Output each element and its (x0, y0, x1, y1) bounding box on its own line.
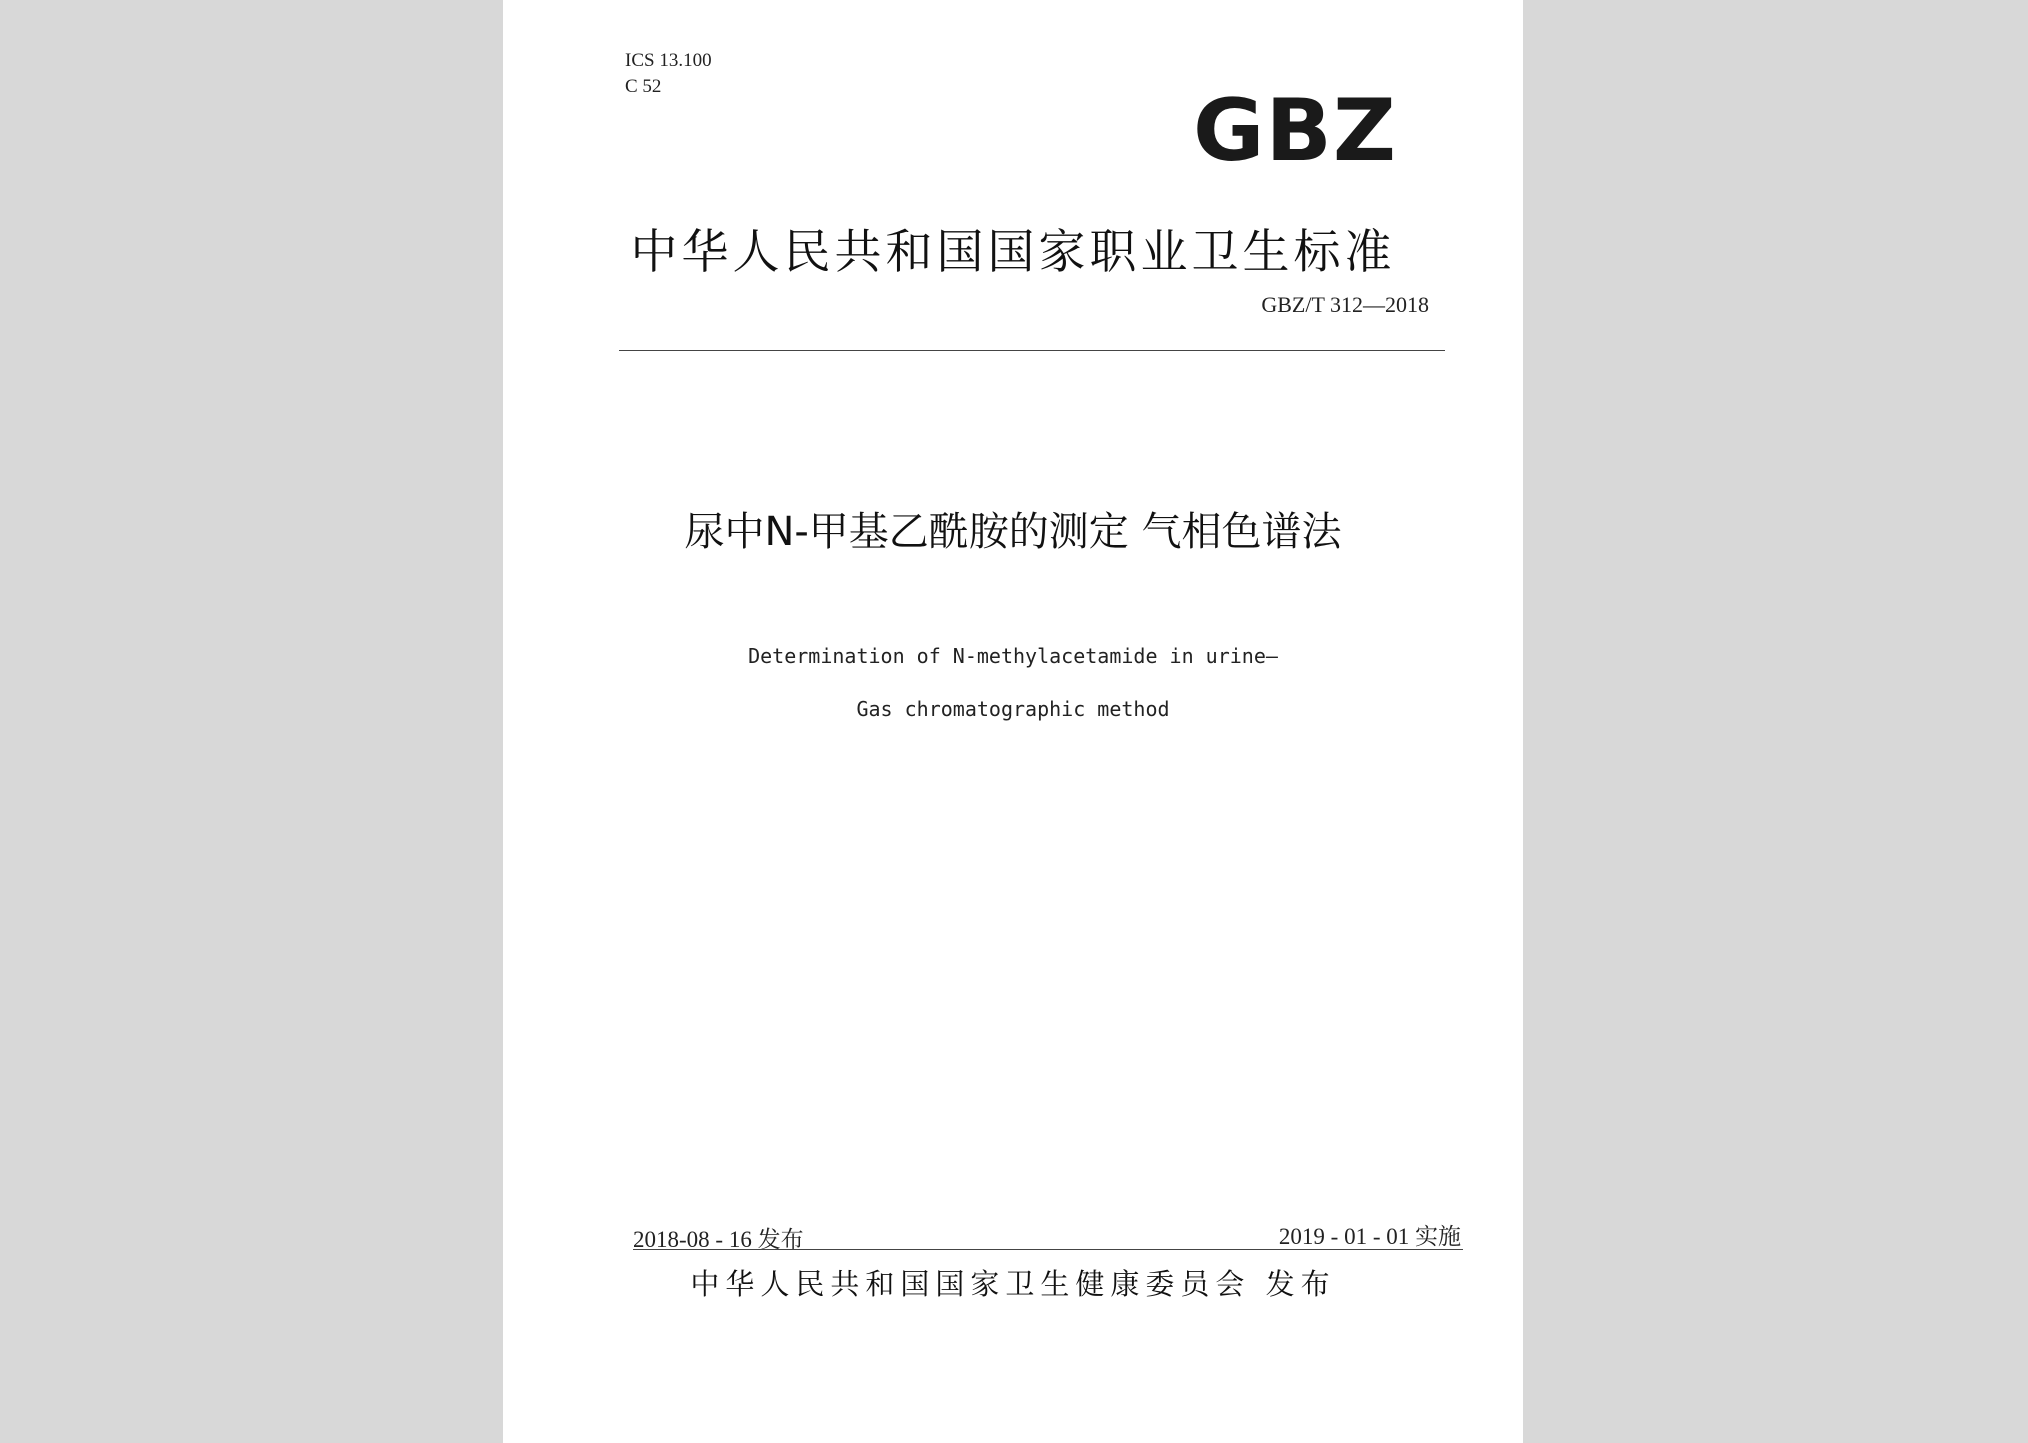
footer-divider (633, 1249, 1463, 1250)
document-page (503, 0, 1523, 1443)
standard-number: GBZ/T 312—2018 (1261, 292, 1429, 317)
ics-code: ICS 13.100 (625, 50, 712, 71)
title-chinese: 尿中N-甲基乙酰胺的测定 气相色谱法 (684, 509, 1342, 555)
issuer: 中华人民共和国国家卫生健康委员会 发布 (690, 1267, 1336, 1301)
gbz-logo-text: GBZ (1193, 92, 1397, 172)
title-english-line-2: Gas chromatographic method (856, 697, 1170, 721)
implementation-date: 2019 - 01 - 01 实施 (1278, 1224, 1461, 1249)
standard-title: 中华人民共和国国家职业卫生标准 (630, 225, 1396, 280)
gbz-logo (1191, 92, 1399, 172)
ccs-code: C 52 (625, 76, 662, 97)
issue-date: 2018-08 - 16 发布 (633, 1227, 804, 1252)
header-divider (619, 350, 1445, 351)
title-english-line-1: Determination of N-methylacetamide in urine— (748, 644, 1278, 668)
